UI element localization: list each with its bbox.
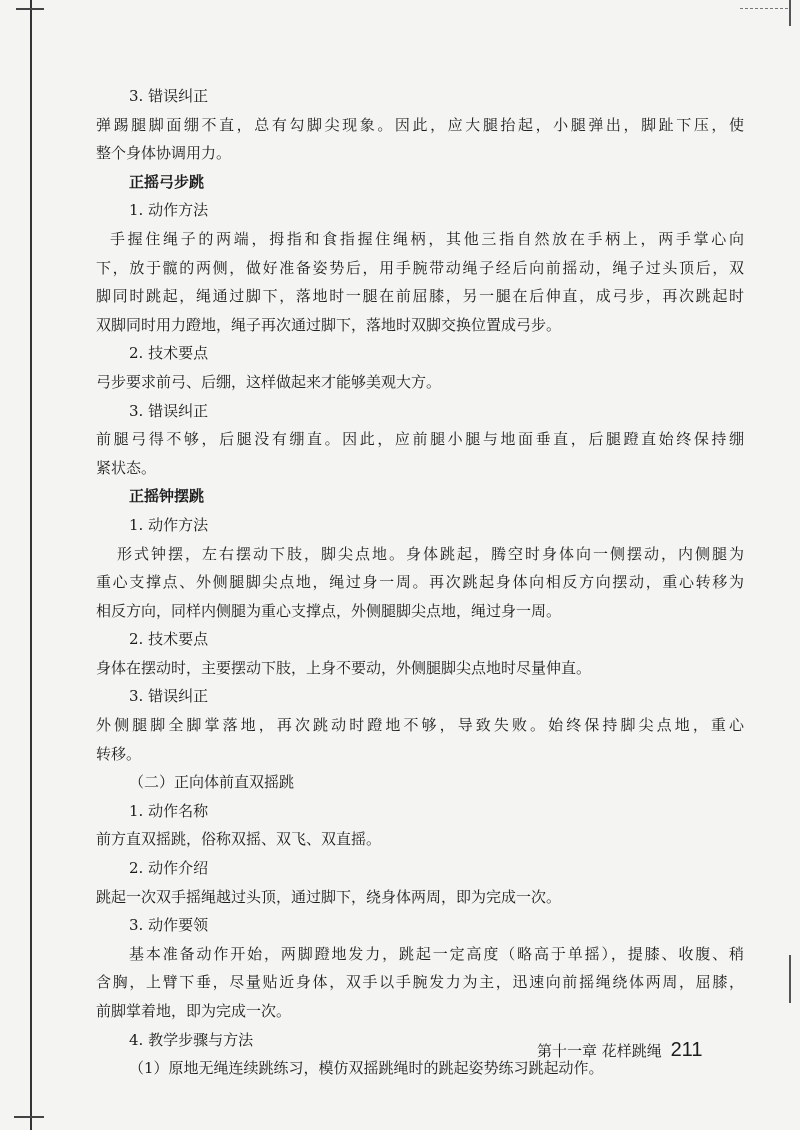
- text-line: 4. 教学步骤与方法: [129, 1030, 254, 1049]
- text-line: 3. 错误纠正: [129, 687, 209, 706]
- page-body: [96, 82, 744, 1083]
- chapter-title: 第十一章 花样跳绳: [537, 1042, 662, 1060]
- text-line: 1. 动作方法: [129, 515, 209, 534]
- text-line: 前腿弓得不够，后腿没有绷直。因此，应前腿小腿与地面垂直，后腿蹬直始终保持绷: [96, 430, 744, 449]
- text-line: 正摇钟摆跳: [129, 487, 205, 506]
- text-line: 含胸，上臂下垂，尽量贴近身体，双手以手腕发力为主，迅速向前摇绳绕体两周，屈膝，: [96, 973, 744, 992]
- text-line: （1）原地无绳连续跳练习，模仿双摇跳绳时的跳起姿势练习跳起动作。: [129, 1059, 604, 1078]
- crop-mark-bottom: [14, 1116, 44, 1118]
- page-footer: [537, 1039, 702, 1062]
- text-line: 弓步要求前弓、后绷，这样做起来才能够美观大方。: [96, 372, 442, 391]
- binding-line: [30, 0, 32, 1130]
- text-line: 紧状态。: [96, 458, 157, 477]
- text-line: 手握住绳子的两端，拇指和食指握住绳柄，其他三指自然放在手柄上，两手掌心向: [110, 229, 744, 248]
- text-line: 3. 错误纠正: [129, 87, 209, 105]
- text-line: 2. 技术要点: [129, 630, 209, 649]
- text-line: 正摇弓步跳: [129, 172, 205, 191]
- text-line: 下，放于髋的两侧，做好准备姿势后，用手腕带动绳子经后向前摇动，绳子过头顶后，双: [96, 258, 744, 277]
- text-line: 2. 动作介绍: [129, 859, 209, 878]
- text-line: 3. 错误纠正: [129, 401, 209, 420]
- text-line: 弹踢腿脚面绷不直，总有勾脚尖现象。因此，应大腿抬起，小腿弹出，脚趾下压，使: [96, 115, 744, 134]
- edge-mark-right: [789, 955, 791, 1003]
- text-line: 转移。: [96, 744, 142, 763]
- text-line: 重心支撑点、外侧腿脚尖点地，绳过身一周。再次跳起身体向相反方向摆动，重心转移为: [96, 573, 744, 592]
- edge-mark-top: [789, 0, 791, 26]
- page-number: 211: [670, 1039, 703, 1061]
- text-line: 身体在摆动时，主要摆动下肢，上身不要动，外侧腿脚尖点地时尽量伸直。: [96, 658, 592, 677]
- crop-mark-top: [16, 8, 44, 10]
- text-line: 整个身体协调用力。: [96, 144, 232, 163]
- text-line: 双脚同时用力蹬地，绳子再次通过脚下，落地时双脚交换位置成弓步。: [96, 315, 562, 334]
- text-line: 1. 动作方法: [129, 201, 209, 220]
- text-line: 外侧腿脚全脚掌落地，再次跳动时蹬地不够，导致失败。始终保持脚尖点地，重心: [96, 716, 744, 735]
- text-line: 基本准备动作开始，两脚蹬地发力，跳起一定高度（略高于单摇），提膝、收腹、稍: [129, 944, 744, 963]
- text-line: 形式钟摆，左右摆动下肢，脚尖点地。身体跳起，腾空时身体向一侧摆动，内侧腿为: [117, 544, 744, 563]
- text-line: 相反方向，同样内侧腿为重心支撑点，外侧腿脚尖点地，绳过身一周。: [96, 601, 562, 620]
- text-line: 2. 技术要点: [129, 344, 209, 363]
- crop-mark-dashed: [740, 8, 788, 9]
- text-line: 前脚掌着地，即为完成一次。: [96, 1002, 292, 1020]
- text-line: 跳起一次双手摇绳越过头顶，通过脚下，绕身体两周，即为完成一次。: [96, 887, 562, 906]
- text-line: 前方直双摇跳，俗称双摇、双飞、双直摇。: [96, 830, 382, 849]
- text-line: 3. 动作要领: [129, 916, 209, 935]
- text-line: （二）正向体前直双摇跳: [129, 773, 295, 792]
- text-line: 1. 动作名称: [129, 801, 209, 820]
- text-line: 脚同时跳起，绳通过脚下，落地时一腿在前屈膝，另一腿在后伸直，成弓步，再次跳起时: [96, 287, 744, 306]
